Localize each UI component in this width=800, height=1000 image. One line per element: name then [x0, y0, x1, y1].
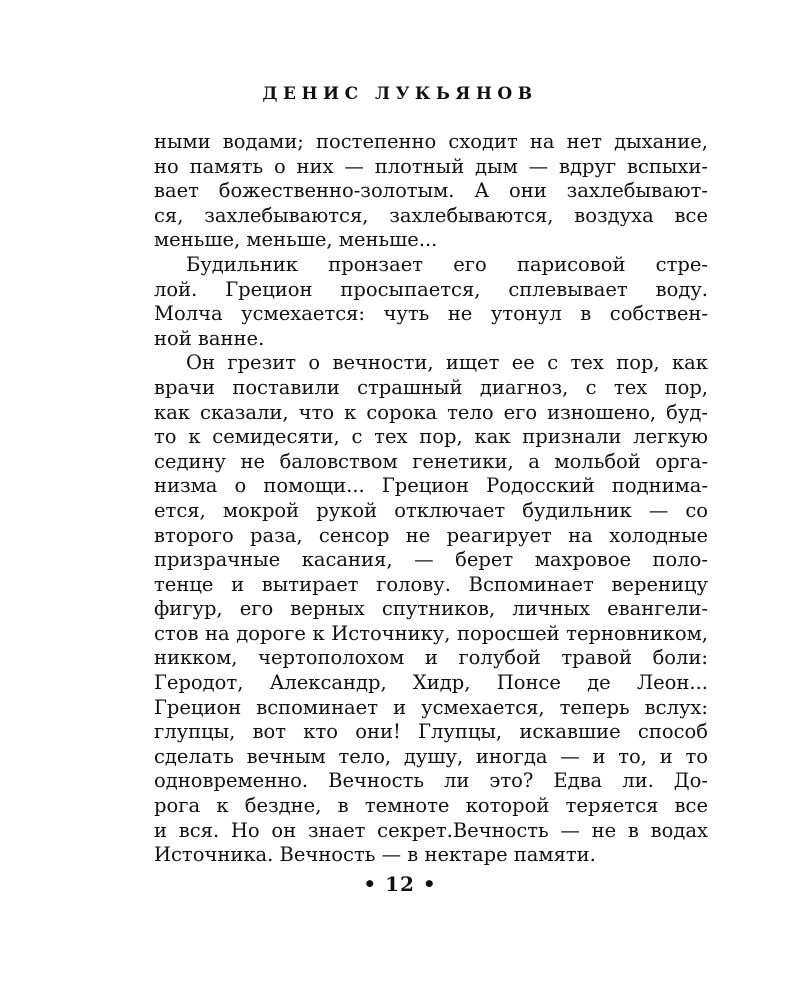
text-line: Будильник пронзает его парисовой стре- [186, 252, 708, 276]
text-line: врачи поставили страшный диагноз, с тех пор, [154, 375, 708, 399]
text-line: Источника. Вечность — в нектаре памяти. [154, 843, 596, 867]
text-line: ной ванне. [154, 326, 265, 350]
text-line: как сказали, что к сорока тело его изношено, буд- [154, 400, 708, 424]
body-text [154, 130, 708, 868]
running-head-author: ДЕНИС ЛУКЬЯНОВ [262, 84, 538, 104]
text-line: ся, захлебываются, захлебываются, воздуха все [154, 203, 708, 227]
text-line: рога к бездне, в темноте которой теряется все [154, 794, 708, 818]
text-line: глупцы, вот кто они! Глупцы, искавшие способ [154, 720, 708, 744]
text-line: фигур, его верных спутников, личных евангели- [154, 597, 708, 621]
text-line: призрачные касания, — берет махровое поло- [154, 548, 708, 572]
text-line: Геродот, Александр, Хидр, Понсе де Леон... [154, 671, 708, 695]
text-line: меньше, меньше, меньше... [154, 228, 438, 252]
text-line: ными водами; постепенно сходит на нет дыхание, [154, 130, 708, 153]
text-line: второго раза, сенсор не реагирует на холодные [154, 523, 708, 547]
text-line: низма о помощи... Грецион Родосский поднима- [154, 474, 708, 498]
text-line: но память о них — плотный дым — вдруг вспыхи- [154, 154, 708, 178]
text-line: Он грезит о вечности, ищет ее с тех пор, как [186, 351, 708, 375]
text-line: тенце и вытирает голову. Вспоминает вереницу [154, 572, 708, 596]
text-line: никком, чертополохом и голубой травой боли: [154, 646, 708, 670]
text-line: ется, мокрой рукой отключает будильник — со [154, 498, 708, 522]
text-line: вает божественно-золотым. А они захлебывают- [154, 179, 708, 203]
text-line: лой. Грецион просыпается, сплевывает воду. [154, 277, 708, 301]
text-line: то к семидесяти, с тех пор, как признали легкую [154, 425, 708, 449]
text-line: седину не баловством генетики, а мольбой орга- [154, 449, 708, 473]
text-line: Молча усмехается: чуть не утонул в собствен- [154, 302, 708, 326]
text-line: и вся. Но он знает секрет.Вечность — не в водах [154, 818, 708, 842]
text-line: одновременно. Вечность ли это? Едва ли. До- [154, 769, 708, 793]
page-number: • 12 • [363, 872, 437, 896]
text-line: стов на дороге к Источнику, поросшей терновником, [154, 621, 708, 645]
text-line: сделать вечным тело, душу, иногда — и то, и то [154, 744, 708, 768]
text-line: Грецион вспоминает и усмехается, теперь вслух: [154, 695, 708, 719]
